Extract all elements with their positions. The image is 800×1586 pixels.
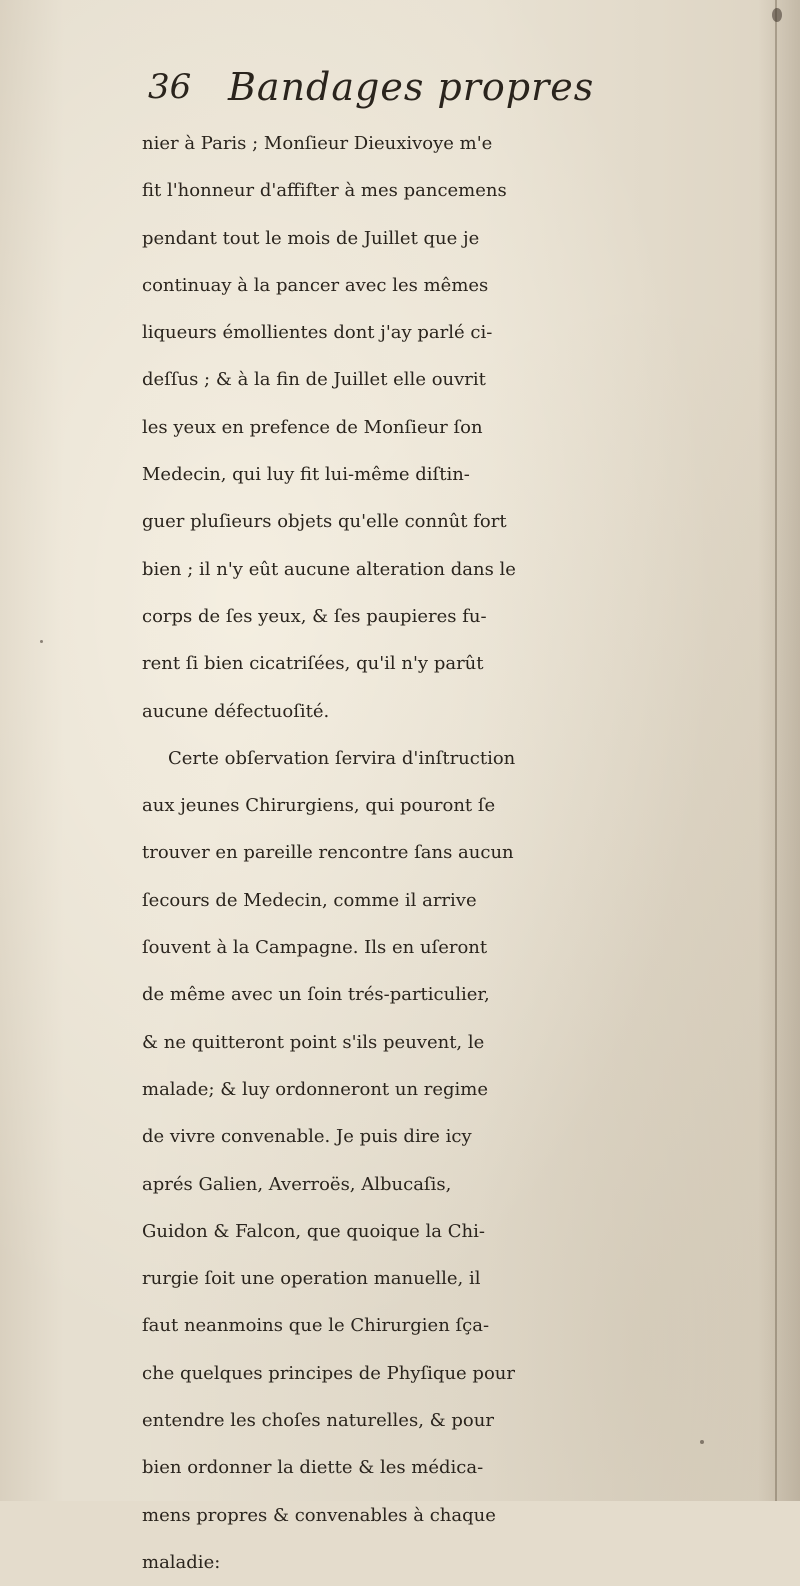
- text-line: pendant tout le mois de Juillet que je: [142, 227, 480, 249]
- text-line: nier à Paris ; Monſieur Dieuxivoye m'e: [142, 133, 493, 154]
- text-line: bien ; il n'y eût aucune alteration dans le: [142, 558, 516, 580]
- text-line: Guidon & Falcon, que quoique la Chi-: [142, 1220, 485, 1242]
- text-line: de vivre convenable. Je puis dire icy: [142, 1126, 472, 1148]
- text-line: corps de ſes yeux, & ſes paupieres fu-: [142, 605, 487, 627]
- text-line: fit l'honneur d'affifter à mes pancemens: [142, 180, 507, 202]
- text-line: maladie:: [142, 1551, 221, 1573]
- text-line: Certe obſervation ſervira d'inſtruction: [168, 747, 516, 769]
- text-line: continuay à la pancer avec les mêmes: [142, 274, 489, 296]
- page-header: [148, 62, 788, 112]
- text-line: deſſus ; & à la fin de Juillet elle ouvrit: [142, 369, 486, 391]
- text-line: faut neanmoins que le Chirurgien ſça-: [142, 1315, 490, 1337]
- text-line: aucune défectuoſité.: [142, 700, 330, 722]
- text-line: rurgie ſoit une operation manuelle, il: [142, 1268, 481, 1290]
- text-line: ſouvent à la Campagne. Ils en uſeront: [142, 937, 488, 959]
- text-line: aprés Galien, Averroës, Albucaſis,: [142, 1173, 452, 1195]
- text-line: guer pluſieurs objets qu'elle connût fort: [142, 511, 507, 533]
- paper-speck: [40, 640, 43, 643]
- text-line: rent ſi bien cicatriſées, qu'il n'y parût: [142, 653, 484, 675]
- text-line: Medecin, qui luy fit lui-même diſtin-: [142, 464, 470, 486]
- text-line: les yeux en prefence de Monſieur ſon: [142, 416, 483, 438]
- text-line: mens propres & convenables à chaque: [142, 1504, 496, 1526]
- running-head: Bandages propres: [228, 65, 595, 109]
- text-line: malade; & luy ordonneront un regime: [142, 1078, 489, 1100]
- body-text: [142, 120, 797, 1586]
- paper-speck: [772, 8, 782, 22]
- page-number: 36: [148, 67, 192, 107]
- text-line: entendre les choſes naturelles, & pour: [142, 1410, 494, 1432]
- text-line: liqueurs émollientes dont j'ay parlé ci-: [142, 322, 493, 344]
- text-line: che quelques principes de Phyſique pour: [142, 1362, 515, 1384]
- text-line: & ne quitteront point s'ils peuvent, le: [142, 1031, 485, 1053]
- text-line: bien ordonner la diette & les médica-: [142, 1457, 484, 1479]
- text-line: aux jeunes Chirurgiens, qui pouront ſe: [142, 795, 496, 817]
- text-line: de même avec un ſoin trés-particulier,: [142, 984, 490, 1006]
- text-line: ſecours de Medecin, comme il arrive: [142, 889, 477, 911]
- text-line: trouver en pareille rencontre ſans aucun: [142, 842, 514, 864]
